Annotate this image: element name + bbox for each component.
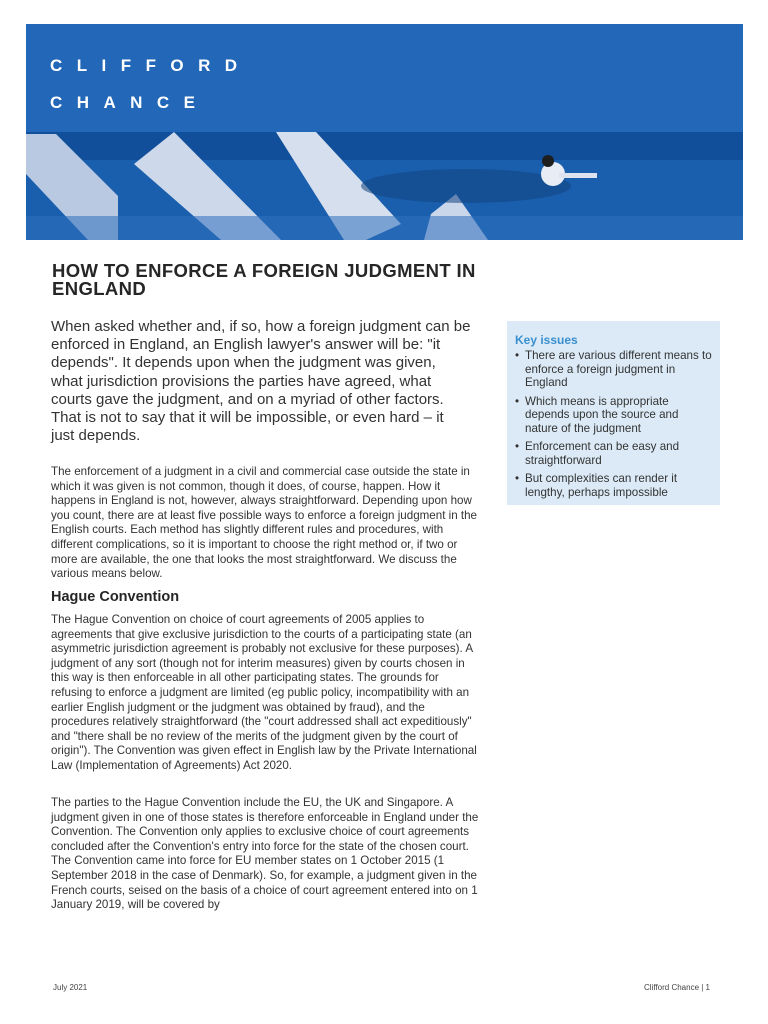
key-issues-title: Key issues: [515, 333, 578, 347]
body-paragraph-1: The enforcement of a judgment in a civil and commercial case outside the state in which it was given is not common, though it does, of course, happen. How it happens in England is not, however, always straightforward. Depending upon how you count, there are at least five possible ways to enforce a foreign judgment in the English courts. Each method has slightly different rules and procedures, with different complications, so it is important to choose the right method or, if two or more are available, the one that looks the most straightforward. We discuss the various means below.: [51, 465, 477, 581]
key-issues-list: [515, 349, 712, 499]
list-item-text: Which means is appropriate depends upon the source and nature of the judgment: [525, 394, 679, 435]
bullet-icon: •: [515, 472, 520, 485]
list-item: [515, 349, 712, 390]
section-heading-hague: Hague Convention: [51, 589, 180, 605]
key-issues-box: [507, 321, 720, 505]
footer-date: July 2021: [53, 983, 88, 992]
list-item-text: But complexities can render it lengthy, perhaps impossible: [525, 472, 678, 499]
logo-clifford: CLIFFORD: [50, 56, 252, 75]
body-paragraph-2: The Hague Convention on choice of court agreements of 2005 applies to agreements that give exclusive jurisdiction to the courts of a participating state (an asymmetric jurisdiction agreement is probably not exclusive for these purposes). A judgment of any sort (though not for interim measures) given by courts chosen in this way is then enforceable in all other participating states. The grounds for refusing to enforce a judgment are limited (eg public policy, incompatibility with an earlier English judgment or the judgment was obtained by fraud), and the procedures relatively straightforward (the "court addressed shall act expeditiously" and "there shall be no review of the merits of the judgment given by the court of origin"). The Convention was given effect in English law by the Private International Law (Implementation of Agreements) Act 2020.: [51, 613, 477, 772]
intro-paragraph: When asked whether and, if so, how a foreign judgment can be enforced in England, an English lawyer's answer will be: "it depends". It depends upon when the judgment was given, what jurisdiction provisions the parties have agreed, what courts gave the judgment, and on a myriad of other factors. That is not to say that it will be impossible, or even hard – it just depends.: [51, 318, 471, 445]
list-item: [515, 472, 712, 499]
header-banner: [26, 24, 743, 240]
list-item: [515, 440, 712, 467]
list-item-text: There are various different means to enforce a foreign judgment in England: [525, 349, 712, 389]
bullet-icon: •: [515, 349, 520, 362]
document-title: HOW TO ENFORCE A FOREIGN JUDGMENT IN ENGLAND: [52, 260, 476, 299]
footer-page-number: Clifford Chance | 1: [644, 983, 710, 992]
body-paragraph-3: The parties to the Hague Convention include the EU, the UK and Singapore. A judgment given in one of those states is therefore enforceable in England under the Convention. The Convention only applies to exclusive choice of court agreements concluded after the Convention's entry into force for the state of the chosen court. The Convention came into force for EU member states on 1 October 2015 (1 September 2018 in the case of Denmark). So, for example, a judgment given in the French courts, seised on the basis of a choice of court agreement entered into on 1 January 2019, will be covered by: [51, 796, 479, 912]
bullet-icon: •: [515, 440, 520, 453]
logo-chance: CHANCE: [50, 93, 210, 112]
list-item-text: Enforcement can be easy and straightforward: [525, 440, 680, 467]
list-item: [515, 395, 712, 436]
bullet-icon: •: [515, 394, 520, 408]
